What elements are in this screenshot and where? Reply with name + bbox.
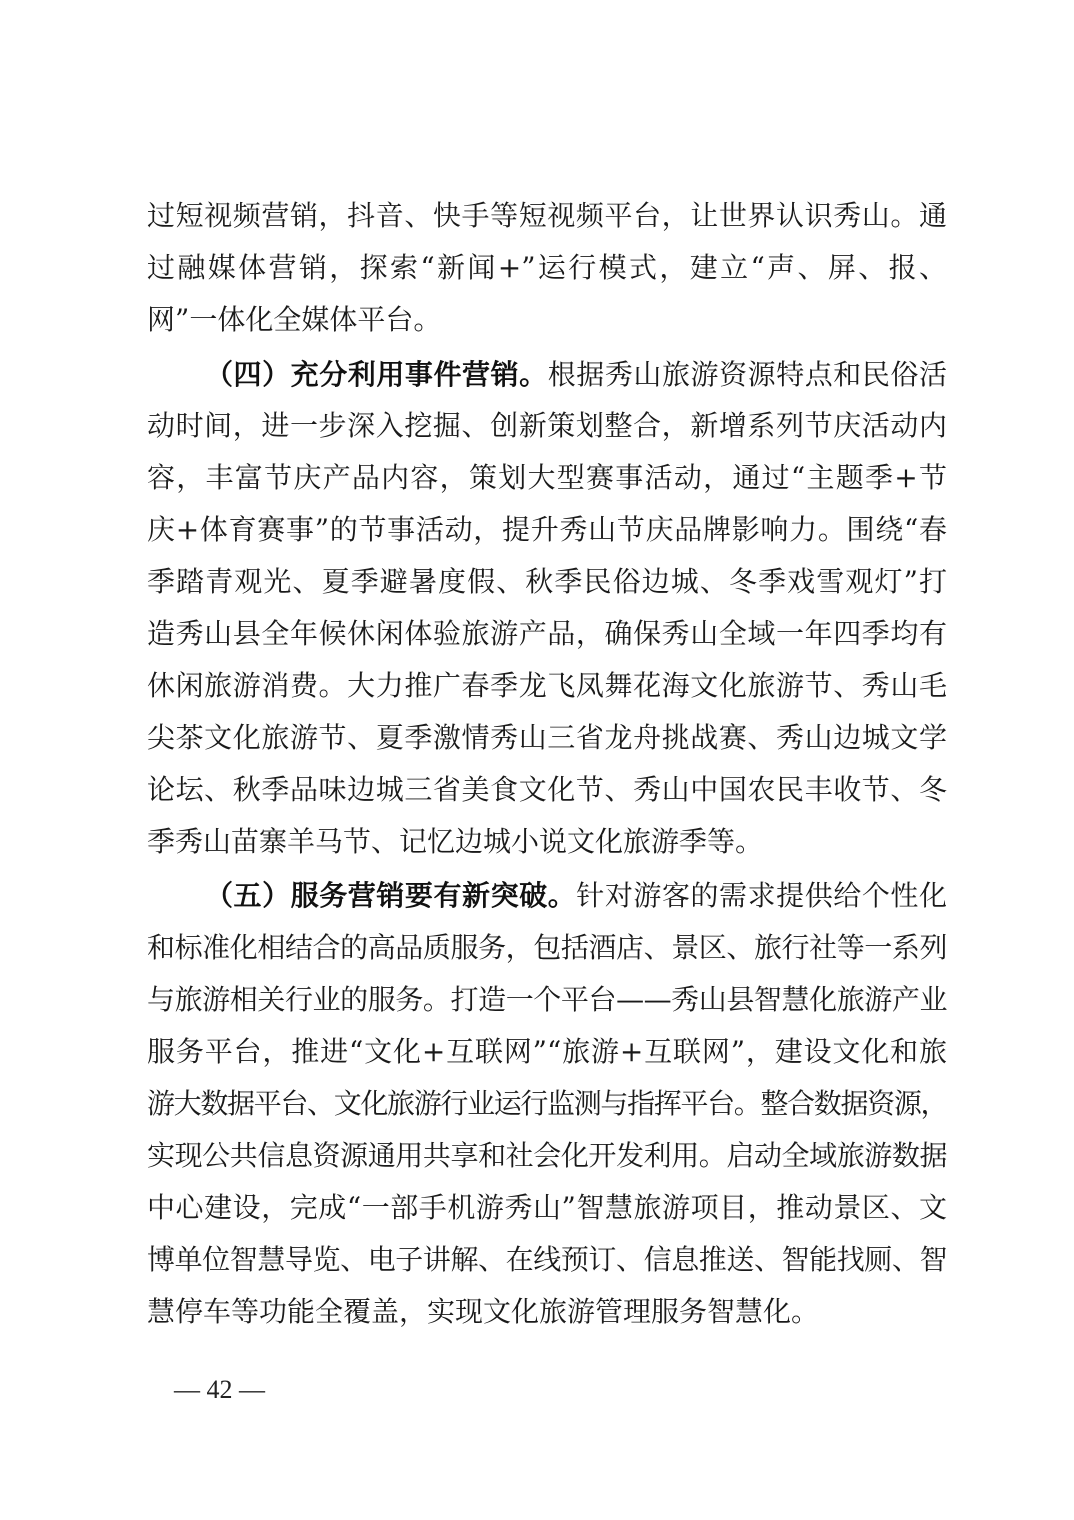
paragraph-line: 季秀山苗寨羊马节、记忆边城小说文化旅游季等。 [147, 825, 764, 858]
paragraph-line: 造秀山县全年候休闲体验旅游产品，确保秀山全域一年四季均有 [147, 617, 947, 650]
paragraph-line: 慧停车等功能全覆盖，实现文化旅游管理服务智慧化。 [147, 1295, 820, 1328]
paragraph-line: 服务平台，推进“文化+互联网”“旅游+互联网”，建设文化和旅 [147, 1035, 947, 1068]
paragraph-line: 和标准化相结合的高品质服务，包括酒店、景区、旅行社等一系列 [147, 931, 947, 964]
page-number: — 42 — [174, 1375, 265, 1404]
paragraph-line: 博单位智慧导览、电子讲解、在线预订、信息推送、智能找厕、智 [147, 1243, 947, 1276]
paragraph-line: 过短视频营销，抖音、快手等短视频平台，让世界认识秀山。通 [147, 199, 947, 232]
paragraph-line: 论坛、秋季品味边城三省美食文化节、秀山中国农民丰收节、冬 [147, 773, 947, 806]
section-5-first-line [205, 876, 947, 916]
paragraph-line: 过融媒体营销，探索“新闻+”运行模式，建立“声、屏、报、 [147, 251, 947, 284]
section-4-heading: （四）充分利用事件营销。 [205, 358, 548, 391]
paragraph-line: 与旅游相关行业的服务。打造一个平台——秀山县智慧化旅游产业 [147, 983, 947, 1016]
paragraph-line: 中心建设，完成“一部手机游秀山”智慧旅游项目，推动景区、文 [147, 1191, 947, 1224]
paragraph-line: 季踏青观光、夏季避暑度假、秋季民俗边城、冬季戏雪观灯”打 [147, 565, 947, 598]
paragraph-line: 实现公共信息资源通用共享和社会化开发利用。启动全域旅游数据 [147, 1139, 947, 1172]
section-4-first-line [205, 355, 947, 395]
paragraph-line: 动时间，进一步深入挖掘、创新策划整合，新增系列节庆活动内 [147, 409, 947, 442]
section-5-heading: （五）服务营销要有新突破。 [205, 879, 577, 912]
paragraph-line: 容，丰富节庆产品内容，策划大型赛事活动，通过“主题季+节 [147, 461, 947, 494]
paragraph-line: 游大数据平台、文化旅游行业运行监测与指挥平台。整合数据资源， [147, 1087, 947, 1120]
paragraph-line: 庆+体育赛事”的节事活动，提升秀山节庆品牌影响力。围绕“春 [147, 513, 947, 546]
section-5-first-line-text: 针对游客的需求提供给个性化 [576, 879, 947, 912]
paragraph-line: 尖茶文化旅游节、夏季激情秀山三省龙舟挑战赛、秀山边城文学 [147, 721, 947, 754]
paragraph-line: 网”一体化全媒体平台。 [147, 303, 442, 336]
section-4-first-line-text: 根据秀山旅游资源特点和民俗活 [547, 358, 947, 391]
paragraph-line: 休闲旅游消费。大力推广春季龙飞凤舞花海文化旅游节、秀山毛 [147, 669, 947, 702]
